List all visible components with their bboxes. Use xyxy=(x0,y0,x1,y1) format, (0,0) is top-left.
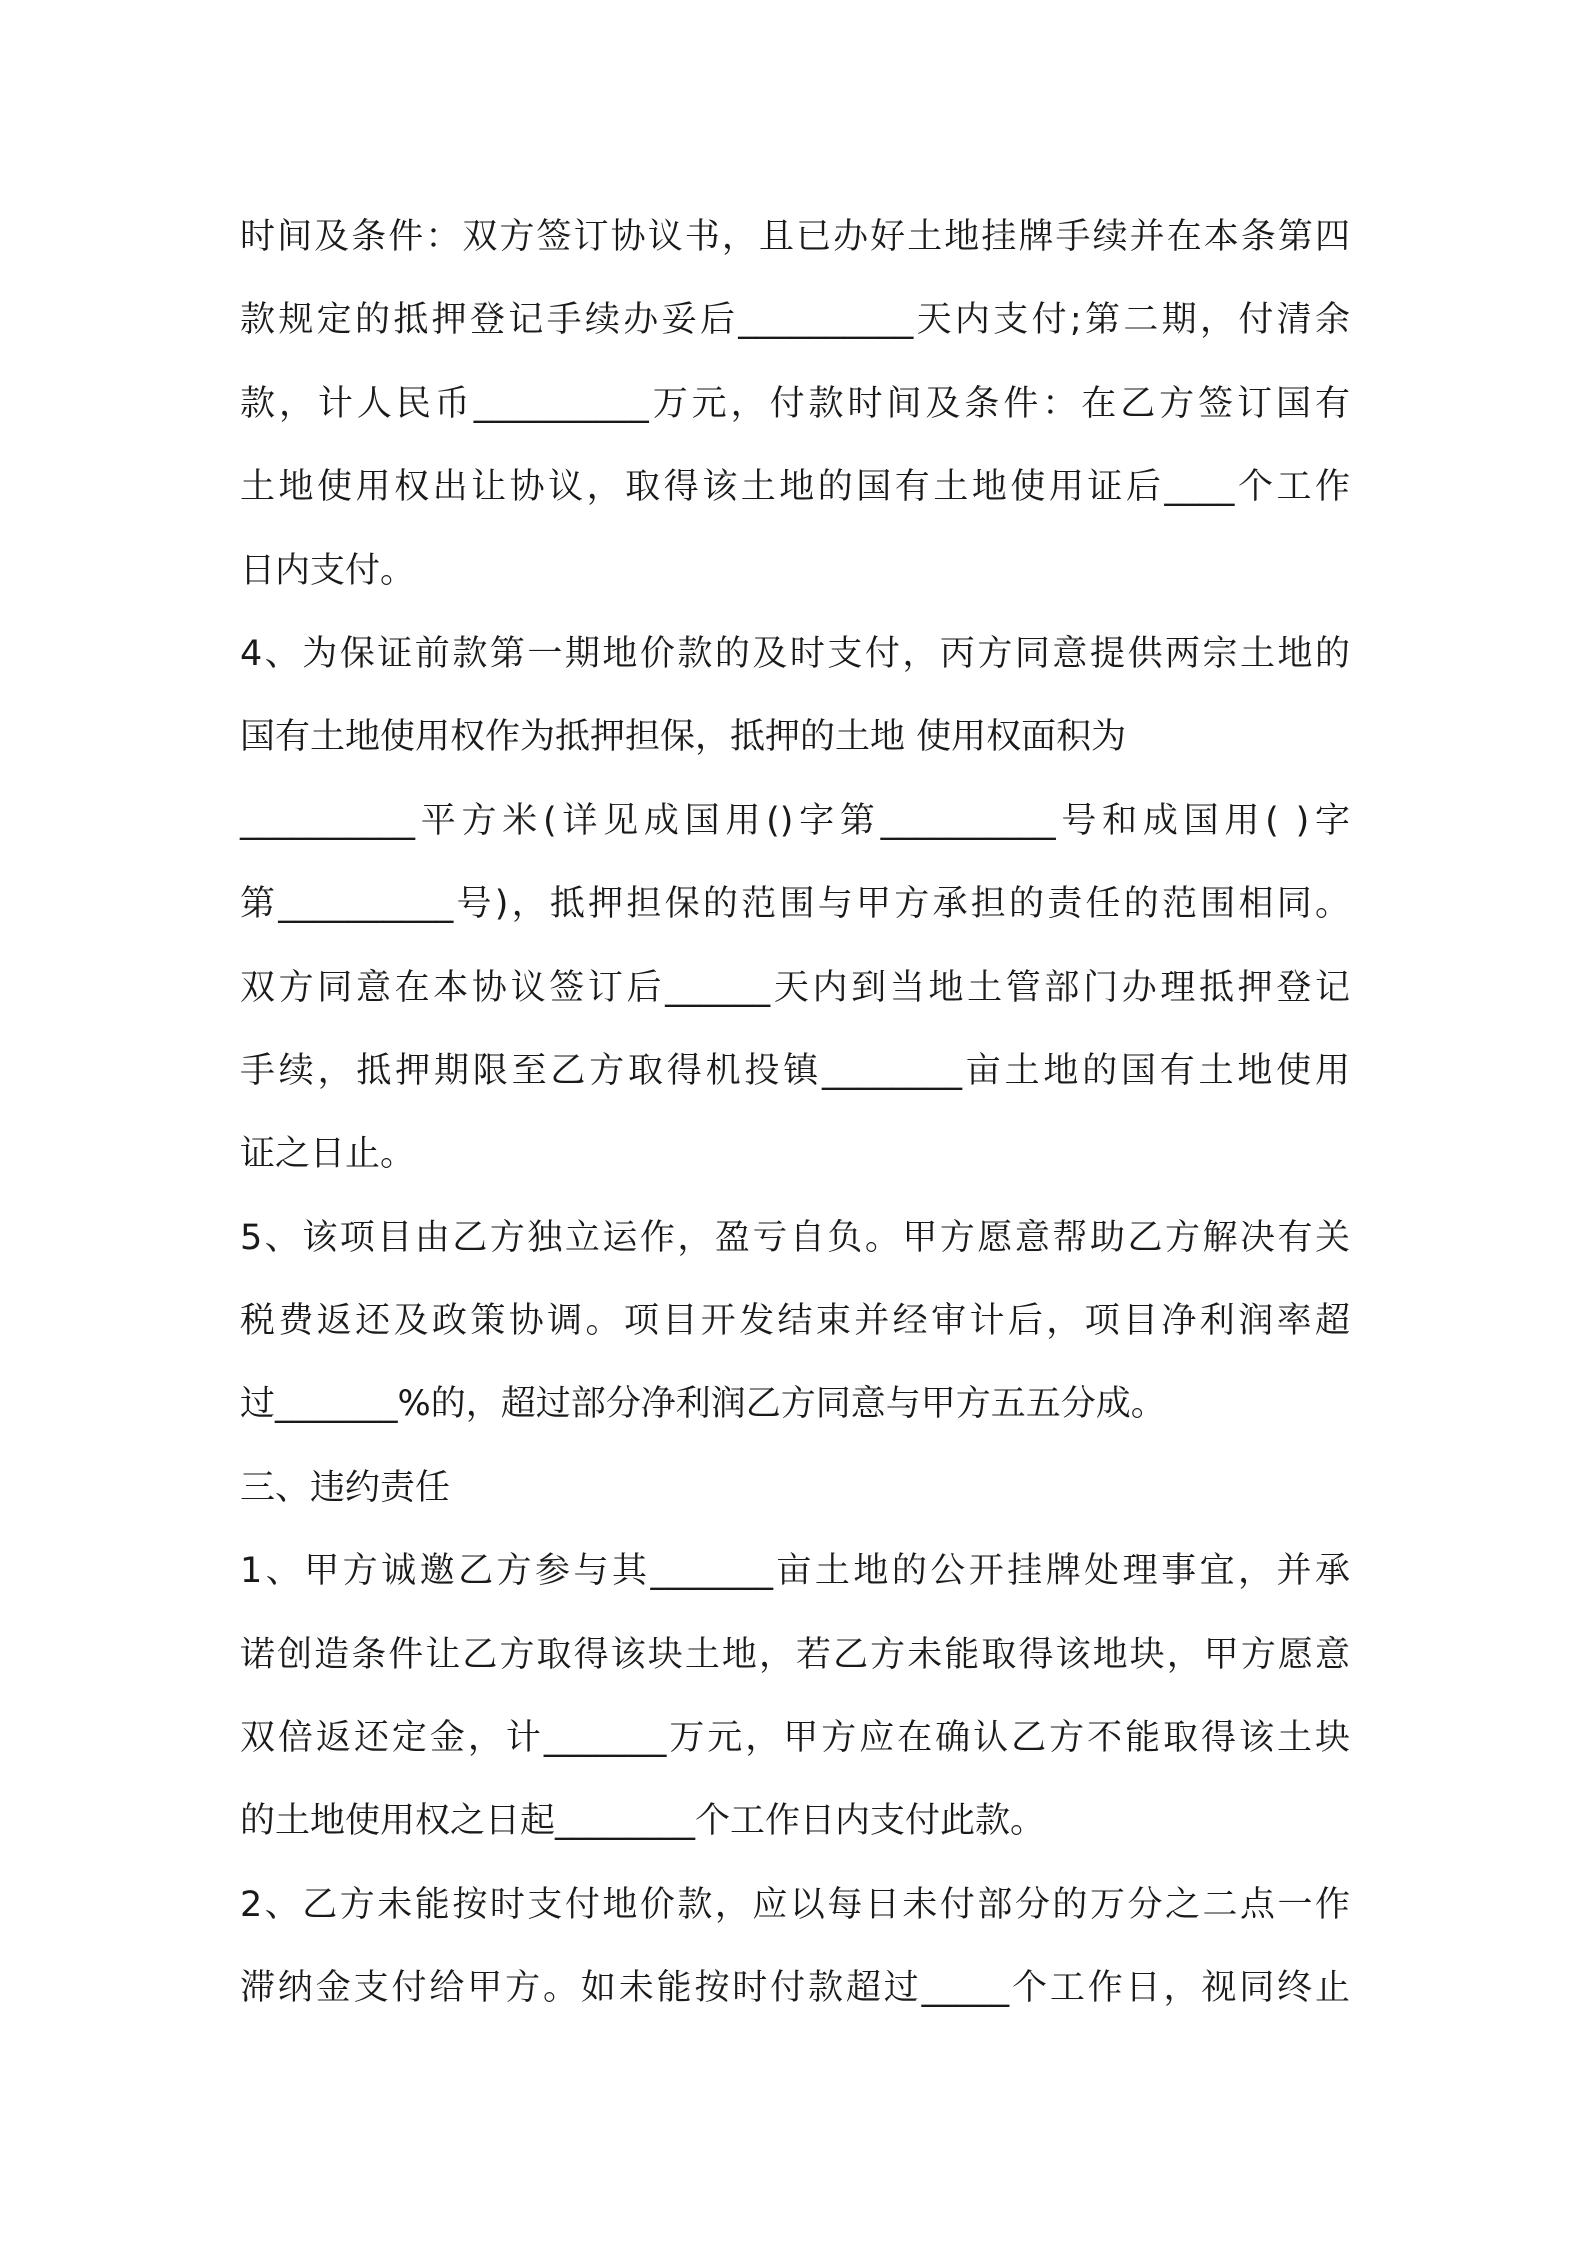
text-line: 双倍返还定金，计_______万元，甲方应在确认乙方不能取得该土块 xyxy=(240,1718,1350,1759)
text-line: 款规定的抵押登记手续办妥后__________天内支付;第二期，付清余 xyxy=(240,300,1350,341)
text-line: 滞纳金支付给甲方。如未能按时付款超过_____个工作日，视同终止 xyxy=(240,1968,1350,2009)
text-line: 国有土地使用权作为抵押担保，抵押的土地 使用权面积为 xyxy=(240,717,1127,758)
text-line: 日内支付。 xyxy=(240,550,416,591)
text-line: 诺创造条件让乙方取得该块土地，若乙方未能取得该地块，甲方愿意 xyxy=(240,1634,1350,1675)
text-line: 4、为保证前款第一期地价款的及时支付，丙方同意提供两宗土地的 xyxy=(240,633,1350,674)
text-line: 5、该项目由乙方独立运作，盈亏自负。甲方愿意帮助乙方解决有关 xyxy=(240,1217,1350,1258)
document-body xyxy=(240,196,1350,2031)
text-line: 税费返还及政策协调。项目开发结束并经审计后，项目净利润率超 xyxy=(240,1301,1350,1342)
text-line: 三、违约责任 xyxy=(240,1467,451,1508)
text-line: 第__________号)，抵押担保的范围与甲方承担的责任的范围相同。 xyxy=(240,884,1350,925)
text-line: 2、乙方未能按时支付地价款，应以每日未付部分的万分之二点一作 xyxy=(240,1884,1350,1925)
text-line: 土地使用权出让协议，取得该土地的国有土地使用证后____个工作 xyxy=(240,467,1350,508)
text-line: 1、甲方诚邀乙方参与其_______亩土地的公开挂牌处理事宜，并承 xyxy=(240,1551,1350,1592)
text-line: 手续，抵押期限至乙方取得机投镇________亩土地的国有土地使用 xyxy=(240,1050,1350,1091)
text-line: 双方同意在本协议签订后______天内到当地土管部门办理抵押登记 xyxy=(240,967,1350,1008)
text-line: 款，计人民币__________万元，付款时间及条件：在乙方签订国有 xyxy=(240,383,1350,424)
text-line: 过_______%的，超过部分净利润乙方同意与甲方五五分成。 xyxy=(240,1384,1166,1425)
text-line: __________平方米(详见成国用()字第__________号和成国用( )字 xyxy=(240,800,1350,841)
text-line: 证之日止。 xyxy=(240,1134,416,1175)
text-line: 的土地使用权之日起________个工作日内支付此款。 xyxy=(240,1801,1046,1842)
text-line: 时间及条件：双方签订协议书，且已办好土地挂牌手续并在本条第四 xyxy=(240,217,1350,257)
